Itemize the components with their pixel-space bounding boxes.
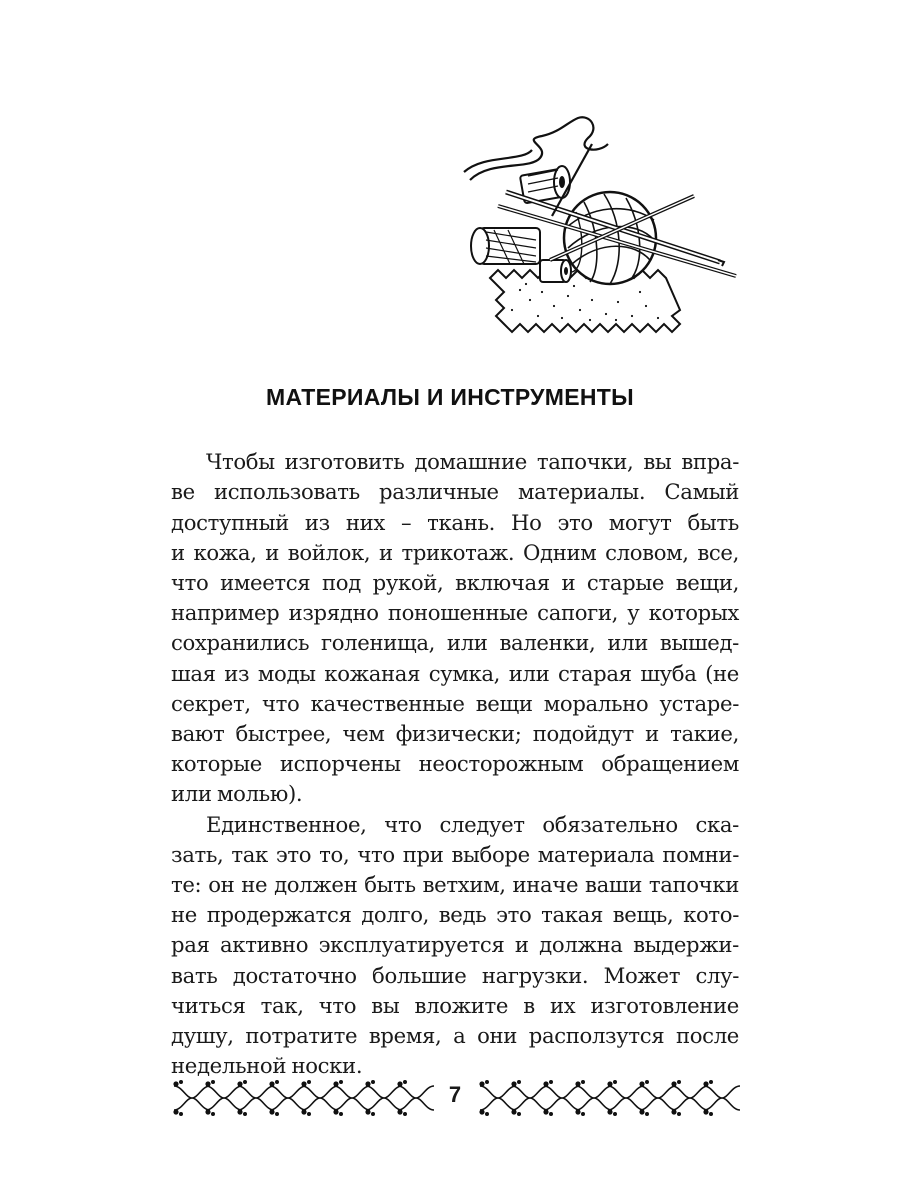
decorative-border-ornament-icon [476, 1078, 746, 1118]
paragraph-2-line: читься так, что вы вложите в их изготовление [171, 993, 739, 1018]
paragraph-1-line: например изрядно поношенные сапоги, у которых [171, 600, 739, 625]
thread-icon [470, 117, 608, 180]
paragraph-2-line: рая активно эксплуатируется и должна выдержи- [171, 932, 739, 957]
paragraph-1-line: доступный из них – ткань. Но это могут быть [171, 510, 739, 535]
section-title: МАТЕРИАЛЫ И ИНСТРУМЕНТЫ [266, 384, 634, 410]
paragraph-2-line: зать, так это то, что при выборе материала помни- [171, 842, 739, 867]
paragraph-1-line: и кожа, и войлок, и трикотаж. Одним словом, все, [171, 540, 739, 565]
paragraph-2-line: недельной носки. [171, 1053, 363, 1078]
paragraph-2-line: те: он не должен быть ветхим, иначе ваши тапочки [171, 872, 739, 897]
paragraph-1-line: что имеется под рукой, включая и старые вещи, [171, 570, 739, 595]
paragraph-2-line: Единственное, что следует обязательно ска- [206, 812, 739, 837]
knitting-supplies-illustration-icon [450, 110, 750, 350]
page-number: 7 [448, 1082, 462, 1107]
paragraph-1-line: шая из моды кожаная сумка, или старая шуба (не [171, 661, 739, 686]
paragraph-1-line: вают быстрее, чем физически; подойдут и такие, [171, 721, 739, 746]
paragraph-2-line: вать достаточно большие нагрузки. Может слу- [171, 963, 739, 988]
paragraph-1-line: или молью). [171, 781, 303, 806]
paragraph-2-line: душу, потратите время, а они расползутся после [171, 1023, 739, 1048]
paragraph-1-line: сохранились голенища, или валенки, или вышед- [171, 630, 739, 655]
paragraph-1-line: ве использовать различные материалы. Самый [171, 479, 739, 504]
paragraph-1-line: секрет, что качественные вещи морально устаре- [171, 691, 739, 716]
paragraph-2-line: не продержатся долго, ведь это такая вещь, кото- [171, 902, 739, 927]
spool-icon [471, 228, 571, 282]
fabric-swatch-icon [490, 270, 680, 332]
decorative-border-ornament-icon [170, 1078, 440, 1118]
paragraph-1-line: Чтобы изготовить домашние тапочки, вы впра- [206, 449, 739, 474]
paragraph-1-line: которые испорчены неосторожным обращением [171, 751, 739, 776]
